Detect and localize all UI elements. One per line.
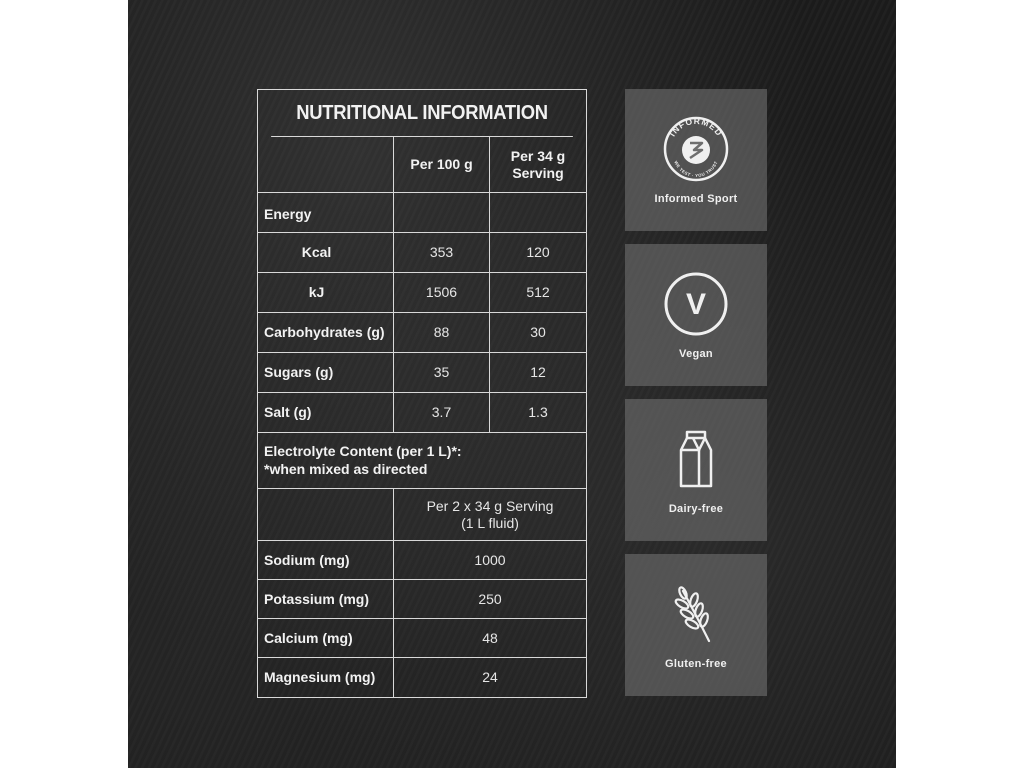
header-per-serving: Per 34 g Serving <box>490 137 586 193</box>
value-magnesium: 24 <box>482 669 498 685</box>
energy-blank-cell <box>394 193 490 233</box>
badge-vegan <box>625 244 767 386</box>
row-label-potassium: Potassium (mg) <box>258 580 394 619</box>
badge-label-dairy-free: Dairy-free <box>668 503 724 515</box>
row-label-magnesium: Magnesium (mg) <box>258 658 394 697</box>
electrolyte-heading <box>258 433 586 489</box>
badge-label-vegan: Vegan <box>679 348 713 360</box>
value-carbohydrates-per100: 88 <box>394 313 490 353</box>
value-calcium: 48 <box>394 619 586 658</box>
badge-label-gluten-free: Gluten-free <box>665 658 727 670</box>
energy-label: Energy <box>258 193 394 233</box>
value-kj-per100: 1506 <box>394 273 490 313</box>
seal-text-bottom: WE TEST · YOU TRUST <box>673 160 719 179</box>
badge-gluten-free <box>625 554 767 696</box>
electrolyte-serving-header <box>394 489 586 541</box>
value-potassium: 250 <box>394 580 586 619</box>
vegan-glyph: V <box>685 288 707 321</box>
electrolyte-serving-header-line1: Per 2 x 34 g Serving <box>426 497 554 514</box>
product-info-panel <box>128 0 896 768</box>
row-label-kj: kJ <box>258 273 394 313</box>
value-salt-per100: 3.7 <box>394 393 490 433</box>
row-label-kcal: Kcal <box>258 233 394 273</box>
value-sodium: 1000 <box>394 541 586 580</box>
value-carbohydrates-serving: 30 <box>490 313 586 353</box>
row-label-sodium: Sodium (mg) <box>258 541 394 580</box>
nutrition-title: NUTRITIONAL INFORMATION <box>271 90 573 137</box>
nutrition-table <box>257 89 587 698</box>
value-sugars-per100: 35 <box>394 353 490 393</box>
header-per-100g: Per 100 g <box>394 137 490 193</box>
vegan-v-icon <box>658 266 734 342</box>
badge-dairy-free <box>625 399 767 541</box>
electrolyte-grid <box>258 489 586 697</box>
electrolyte-title: Electrolyte Content (per 1 L)*: <box>264 443 462 459</box>
nutrition-grid <box>258 137 586 433</box>
svg-text:INFORMED <box>667 116 724 138</box>
energy-blank-cell <box>490 193 586 233</box>
row-label-salt: Salt (g) <box>258 393 394 433</box>
value-kcal-per100: 353 <box>394 233 490 273</box>
seal-text-top: INFORMED <box>667 115 725 139</box>
header-blank-cell <box>258 137 394 193</box>
electrolyte-serving-header-line2: (1 L fluid) <box>461 514 519 531</box>
row-label-calcium: Calcium (mg) <box>258 619 394 658</box>
value-kj-serving: 512 <box>490 273 586 313</box>
value-salt-serving: 1.3 <box>490 393 586 433</box>
wheat-icon <box>658 576 734 652</box>
electrolyte-note: *when mixed as directed <box>264 461 428 477</box>
value-sugars-serving: 12 <box>490 353 586 393</box>
badge-informed-sport <box>625 89 767 231</box>
row-label-sugars: Sugars (g) <box>258 353 394 393</box>
milk-carton-icon <box>658 421 734 497</box>
badge-label-informed-sport: Informed Sport <box>654 193 738 205</box>
value-kcal-serving: 120 <box>490 233 586 273</box>
row-label-carbohydrates: Carbohydrates (g) <box>258 313 394 353</box>
informed-sport-seal-icon <box>658 111 734 187</box>
electrolyte-header-blank-cell <box>258 489 394 541</box>
